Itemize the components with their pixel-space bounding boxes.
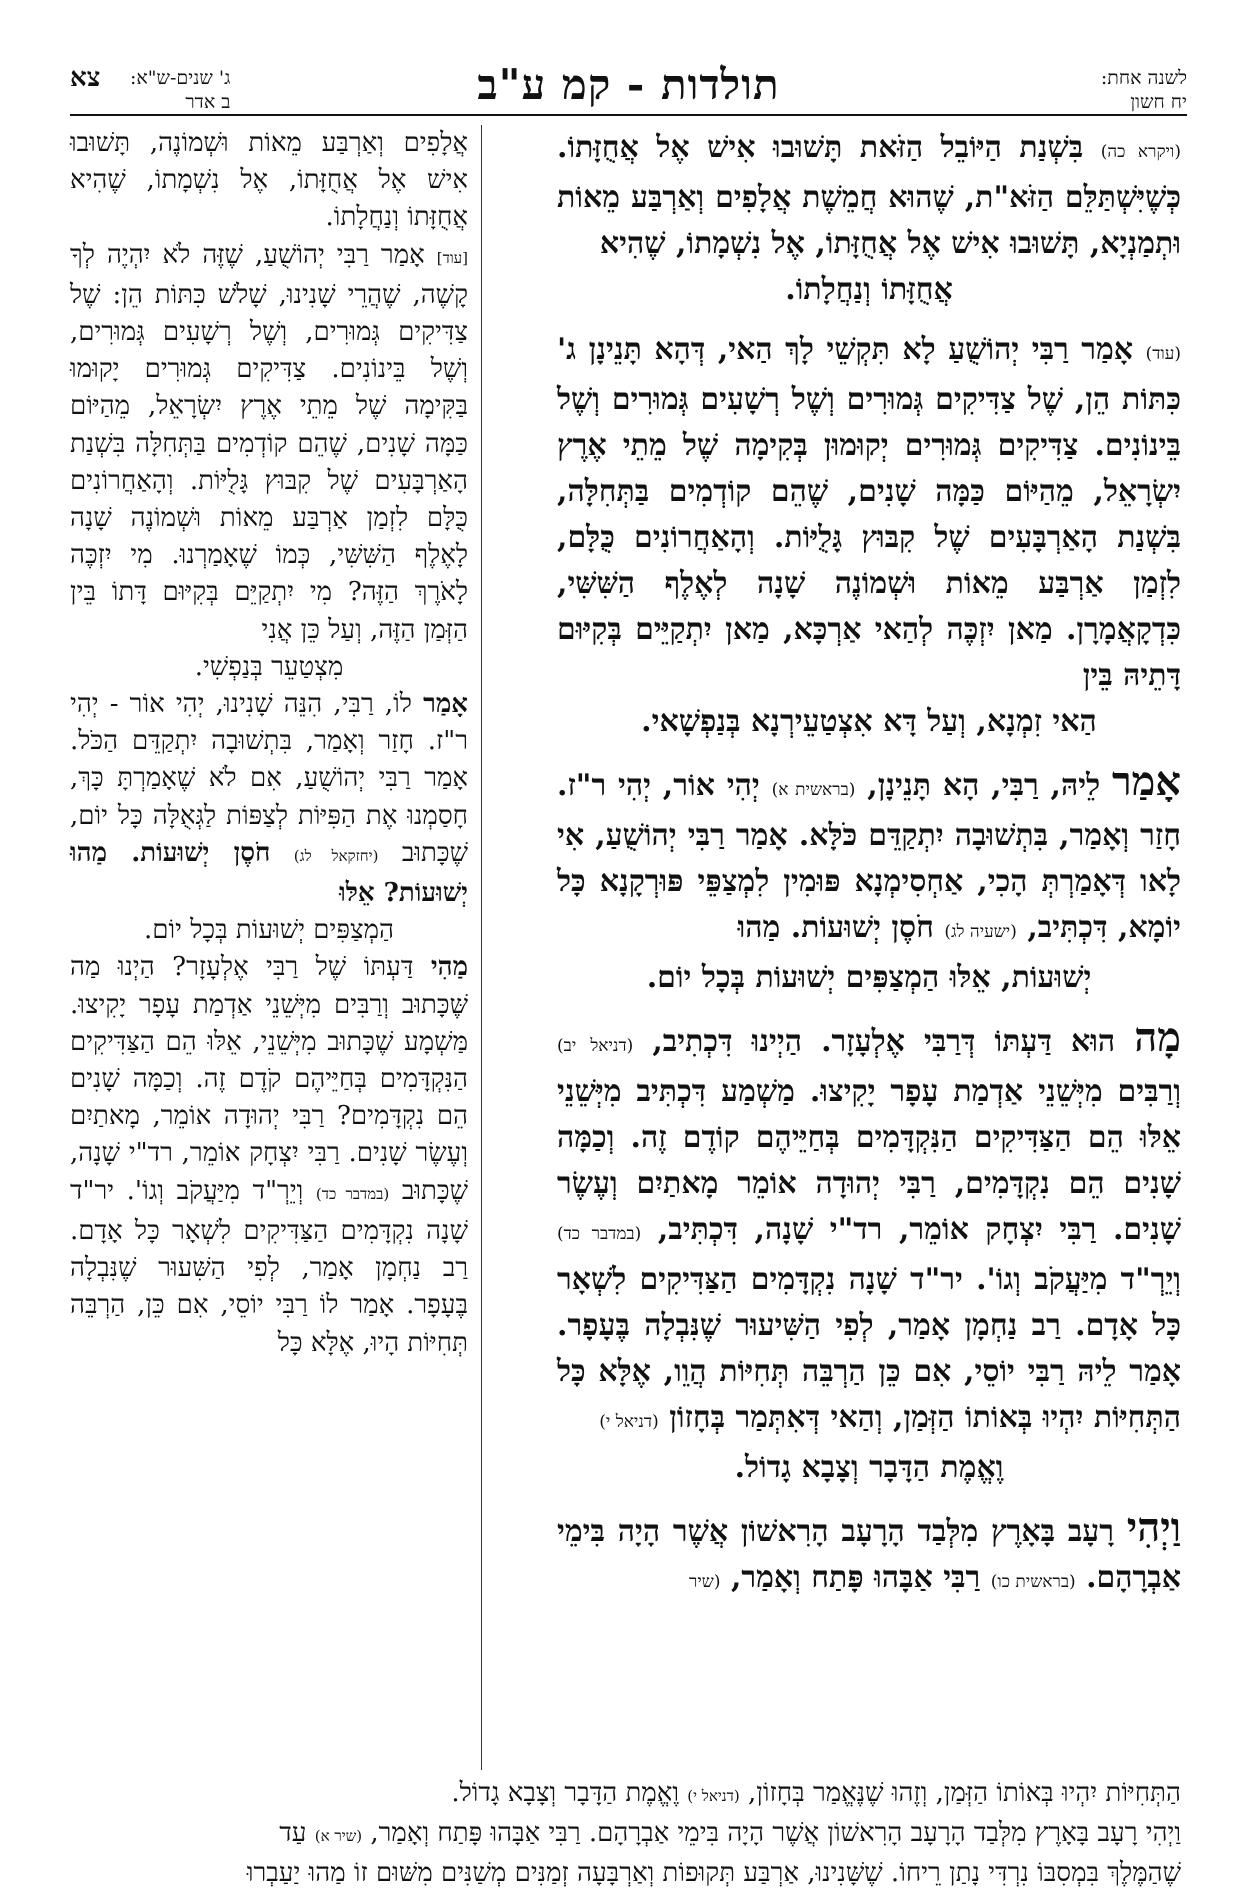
opening-word: וַיְהִי xyxy=(1126,1504,1181,1551)
source-ref: (במדבר כד) xyxy=(315,1184,390,1203)
main-text: לֵיהּ, רַבִּי, הָא תָּנֵינָן, xyxy=(867,768,1101,803)
translation-text-end: הַמְצַפִּים יְשׁוּעוֹת בְּכָל יוֹם. xyxy=(144,915,394,946)
source-ref: (דניאל יב) xyxy=(557,1036,634,1056)
bottom-text: וַיְהִי רָעָב בָּאָרֶץ מִלְּבַד הָרָעָב הָרִאשׁוֹן אֲשֶׁר הָיָה בִּימֵי אַבְרָהָם. רַבִּי אַבָּהוּ פָּתַח וְאָמַר, xyxy=(370,1818,1181,1848)
main-text: וְרַבִּים מִיְּשֵׁנֵי אַדְמַת עָפָר יָקִיצוּ. מַשְׁמַע דִּכְתִּיב מִיְּשֵׁנֵי אֵלּוּ הֵם הַצַּדִּיקִים הַנִּקְדָּמִים בְּחַיֵּיהֶם קוֹדֶם זֶה. וְכַמָּה שָׁנִים הֵם נִקְדָּמִים, רַבִּי יְהוּדָה אוֹמֵר מָאתַיִם וְעֶשֶׂר שָׁנִים. רַבִּי יִצְחָק אוֹמֵר, רד"י שָׁנָה, דִּכְתִּיב, xyxy=(557,1074,1181,1247)
translation-paragraph-4 xyxy=(70,949,468,1361)
translation-text: לוֹ, רַבִּי, הִנֵּה שָׁנִינוּ, יְהִי אוֹר - יְהִי ר"ז. חָזַר וְאָמַר, בִּתְשׁוּבָה יִתְקַדֵּם הַכֹּל. אָמַר רַבִּי יְהוֹשֻׁעַ, אִם לֹא שֶׁאָמַרְתָּ כָּךְ, חָסַמְנוּ אֶת הַפִּיּוֹת לְצַפּוֹת לַגְּאֻלָּה כָּל יוֹם, שֶׁכָּתוּב xyxy=(70,689,468,868)
source-ref: (בראשית א) xyxy=(771,780,856,800)
page-header xyxy=(70,60,1187,112)
translation-paragraph-2 xyxy=(70,237,468,686)
opening-word: אָמַר xyxy=(1111,758,1181,805)
translation-text: וְיֵרְ"ד מִיַּעֲקֹב וְגוֹ'. יר"ד שָׁנָה נִקְדָּמִים הַצַּדִּיקִים לִשְׁאָר כָּל אָדָם. רַב נַחְמָן אָמַר, לְפִי הַשִּׁעוּר שֶׁנִּבְלָה בֶּעָפָר. אָמַר לוֹ רַבִּי יוֹסֵי, אִם כֵּן, הַרְבֵּה תְּחִיּוֹת הָיוּ, אֶלָּא כָּל xyxy=(70,1175,468,1358)
main-text: יְהִי אוֹר, יְהִי ר"ז. חָזַר וְאָמַר, בִּתְשׁוּבָה יִתְקַדֵּם כֹּלָּא. אָמַר רַבִּי יְהוֹשֻׁעַ, אִי לָאו דְּאָמַרְתְּ הָכִי, אַחְסִימְנָא פּוּמִין לִמְצַפֵּי פּוּרְקָנָא כָּל יוֹמָא, דִּכְתִּיב, xyxy=(557,768,1181,945)
main-paragraph-3 xyxy=(557,759,1181,1001)
source-ref: (עוד) xyxy=(1145,344,1181,364)
main-paragraph-2 xyxy=(557,327,1181,745)
main-text: וְיֵרְ"ד מִיַּעֲקֹב וְגוֹ'. יר"ד שָׁנָה נִקְדָּמִים הַצַּדִּיקִים לִשְׁאָר כָּל אָדָם. רַב נַחְמָן אָמַר, לְפִי הַשִּׁיעוּר שֶׁנִּבְלָה בֶּעָפָר. אָמַר לֵיהּ רַבִּי יוֹסֵי, אִם כֵּן הַרְבֵּה תְּחִיּוֹת הֲוֵו, אֶלָּא כָּל הַתְּחִיּוֹת יִהְיוּ בְּאוֹתוֹ הַזְּמַן, וְהַאי דְּאִתְּמַר בְּחָזוֹן xyxy=(557,1262,1181,1435)
main-text: הוּא דַּעְתּוֹ דְּרַבִּי אֶלְעָזָר. הַיְינוּ דִּכְתִיב, xyxy=(652,1024,1116,1059)
main-column xyxy=(557,125,1181,1619)
opening-word: מַהִי xyxy=(430,952,468,983)
bottom-text: הַתְּחִיּוֹת יִהְיוּ בְּאוֹתוֹ הַזְּמַן, וְזֶהוּ שֶׁנֶּאֱמַר בְּחָזוֹן, xyxy=(747,1778,1181,1808)
translation-text: אָמַר רַבִּי יְהוֹשֻׁעַ, שֶׁזֶּה לֹא יִהְיֶה לְךָ קָשֶׁה, שֶׁהֲרֵי שָׁנִינוּ, שָׁלֹשׁ כִּתּוֹת הֵן: שֶׁל צַדִּיקִים גְּמוּרִים, וְשֶׁל רְשָׁעִים גְּמוּרִים, וְשֶׁל בֵּינוֹנִים. צַדִּיקִים גְּמוּרִים יָקוּמוּ בַּקִּימָה שֶׁל מֵתֵי אֶרֶץ יִשְׂרָאֵל, מֵהַיּוֹם כַּמָּה שָׁנִים, שֶׁהֵם קוֹדְמִים בַּתְּחִלָּה בִּשְׁנַת הָאַרְבָּעִים שֶׁל קִבּוּץ גָּלֻיּוֹת. וְהָאַחֲרוֹנִים כֻּלָּם לִזְמַן אַרְבַּע מֵאוֹת וּשְׁמוֹנֶה שָׁנָה לָאֶלֶף הַשִּׁשִּׁי, כְּמוֹ שֶׁאָמַרְנוּ. מִי יִזְכֶּה לָאֹרֶךְ הַזֶּה? מִי יִתְקַיֵּם בְּקִיּוּם דָּתוֹ בֵּין הַזְּמַן הַזֶּה, וְעַל כֵּן אֲנִי xyxy=(70,239,468,645)
main-text: אָמַר רַבִּי יְהוֹשֻׁעַ לָא תִּקְשֵׁי לָךְ הַאי, דְּהָא תָּנֵינָן ג' כִּתּוֹת הֵן, שֶׁל צַדִּיקִים גְּמוּרִים וְשֶׁל רְשָׁעִים גְּמוּרִים וְשֶׁל בֵּינוֹנִים. צַדִּיקִים גְּמוּרִים יְקוּמוּן בְּקִימָה שֶׁל מֵתֵי אֶרֶץ יִשְׂרָאֵל, מֵהַיּוֹם כַּמָּה שָׁנִים, שֶׁהֵם קוֹדְמִים בַּתְּחִלָּה, בִּשְׁנַת הָאַרְבָּעִים שֶׁל קִבּוּץ גָּלֻיּוֹת. וְהָאַחֲרוֹנִים כֻּלָּם, לִזְמַן אַרְבַּע מֵאוֹת וּשְׁמוֹנֶה שָׁנָה לְאֶלֶף הַשִּׁשִּׁי, כִּדְקָאֲמָרָן. מַאן יִזְכֶּה לְהַאי אַרְכָּא, מַאן יִתְקַיֵּים בְּקִיּוּם דָּתֵיהּ בֵּין xyxy=(557,332,1181,693)
main-paragraph-4 xyxy=(557,1015,1181,1491)
schedule-three-years-date: ב אדר xyxy=(185,91,231,113)
opening-word: מָה xyxy=(1134,1014,1181,1061)
page-title: תולדות - קמ ע"ב xyxy=(477,60,780,109)
bottom-continuation xyxy=(70,1775,1181,1892)
main-paragraph-5 xyxy=(557,1505,1181,1605)
source-ref: (ישעיה לג) xyxy=(944,922,1017,942)
source-ref: (יחזקאל לג) xyxy=(293,846,379,865)
main-text: רָעָב בָּאָרֶץ מִלְּבַד הָרָעָב הָרִאשׁוֹן אֲשֶׁר הָיָה בִּימֵי אַבְרָהָם. xyxy=(557,1514,1181,1595)
source-ref: (שיר א) xyxy=(314,1827,363,1845)
header-left xyxy=(70,63,231,114)
schedule-one-year-date: יח חשון xyxy=(1130,91,1187,113)
bottom-line-3 xyxy=(70,1855,1181,1892)
header-rule xyxy=(70,114,1187,116)
translation-paragraph-1 xyxy=(70,125,468,237)
translation-text: דַּעְתּוֹ שֶׁל רַבִּי אֶלְעָזָר? הַיְנוּ מַה שֶּׁכָּתוּב וְרַבִּים מִיְּשֵׁנֵי אַדְמַת עָפָר יָקִיצוּ. מַּשְׁמָע שֶׁכָּתוּב מִיְּשֵׁנֵי, אֵלּוּ הֵם הַצַּדִּיקִים הַנִּקְדָּמִים בְּחַיֵּיהֶם קֹדֶם זֶה. וְכַמָּה שָׁנִים הֵם נִקְדָּמִים? רַבִּי יְהוּדָה אוֹמֵר, מָאתַיִם וְעֶשֶׂר שָׁנִים. רַבִּי יִצְחָק אוֹמֵר, רד"י שָׁנָה, שֶׁכָּתוּב xyxy=(70,952,469,1206)
source-ref: (במדבר כד) xyxy=(557,1224,642,1244)
bottom-line-1 xyxy=(70,1775,1181,1815)
source-ref: [עוד] xyxy=(436,248,468,267)
translation-text: אֲלָפִים וְאַרְבַּע מֵאוֹת וּשְׁמוֹנֶה, תָּשׁוּבוּ אִישׁ אֶל אֲחֻזָּתוֹ, אֶל נִשְׁמָתוֹ, שֶׁהִיא אֲחֻזָּתוֹ וְנַחֲלָתוֹ. xyxy=(70,128,468,233)
translation-text: חֹסֶן יְשׁוּעוֹת. מַהוּ יְשׁוּעוֹת? אֵלּוּ xyxy=(70,837,468,909)
source-ref: (ויקרא כה) xyxy=(1100,142,1181,162)
schedule-one-year: לשנה אחת: xyxy=(1100,67,1187,89)
main-paragraph-1 xyxy=(557,125,1181,313)
translation-text-end: מִצְטַעֵר בְּנַפְשִׁי. xyxy=(194,651,344,682)
source-ref: (דניאל י) xyxy=(599,1412,659,1432)
page-number: צא xyxy=(70,63,101,93)
bottom-text: עַד xyxy=(279,1818,307,1848)
bottom-text: שֶׁהַמֶּלֶךְ בִּמְסִבּוֹ נִרְדִּי נָתַן רֵיחוֹ. שֶׁשָּׁנִינוּ, אַרְבַּע תְּקוּפוֹת וְאַרְבָּעָה זְמַנִּים מְשַׁנִּים מִשּׁוּם זוֹ מַהוּ יַעַבְרוּ xyxy=(246,1858,1181,1888)
schedule-three-years: ג' שנים-ש"א: xyxy=(130,67,231,89)
opening-word: אָמַר xyxy=(423,689,468,720)
source-ref: (דניאל י) xyxy=(687,1787,740,1805)
bottom-text: וֶאֱמֶת הַדָּבָר וְצָבָא גָדוֹל. xyxy=(451,1778,679,1808)
main-text: בִּשְׁנַת הַיּוֹבֵל הַזֹּאת תָּשׁוּבוּ אִישׁ אֶל אֲחֻזָּתוֹ. כְּשֶׁיִּשְׁתַּלֵּם הַזֹּא"ת, שֶׁהוּא חֲמֵשֶׁת אֲלָפִים וְאַרְבַּע מֵאוֹת וּתְמַנְיָא, תָּשׁוּבוּ אִישׁ אֶל אֲחֻזָּתוֹ, אֶל נִשְׁמָתוֹ, שֶׁהִיא xyxy=(557,130,1181,261)
main-text: רַבִּי אַבָּהוּ פָּתַח וְאָמַר, xyxy=(730,1560,981,1595)
bottom-line-2 xyxy=(70,1815,1181,1855)
source-ref: (בראשית כו) xyxy=(990,1572,1076,1592)
main-text-end: וֶאֱמֶת הַדָּבָר וְצָבָא גָדוֹל. xyxy=(734,1450,1004,1485)
main-text: חֹסֶן יְשׁוּעוֹת. מַהוּ xyxy=(737,910,934,945)
main-text-end: יְשׁוּעוֹת, אֵלּוּ הַמְצַפִּים יְשׁוּעוֹת בְּכָל יוֹם. xyxy=(646,960,1092,995)
main-text-end: הַאי זִמְנָא, וְעַל דָּא אִצְטַעֵירְנָא בְּנַפְשָׁאי. xyxy=(641,704,1097,739)
source-ref: (שיר xyxy=(689,1572,721,1592)
column-divider xyxy=(481,125,482,1770)
translation-paragraph-3 xyxy=(70,686,468,949)
main-text-end: אֲחֻזָּתוֹ וְנַחֲלָתוֹ. xyxy=(785,272,953,307)
translation-column xyxy=(70,125,468,1362)
